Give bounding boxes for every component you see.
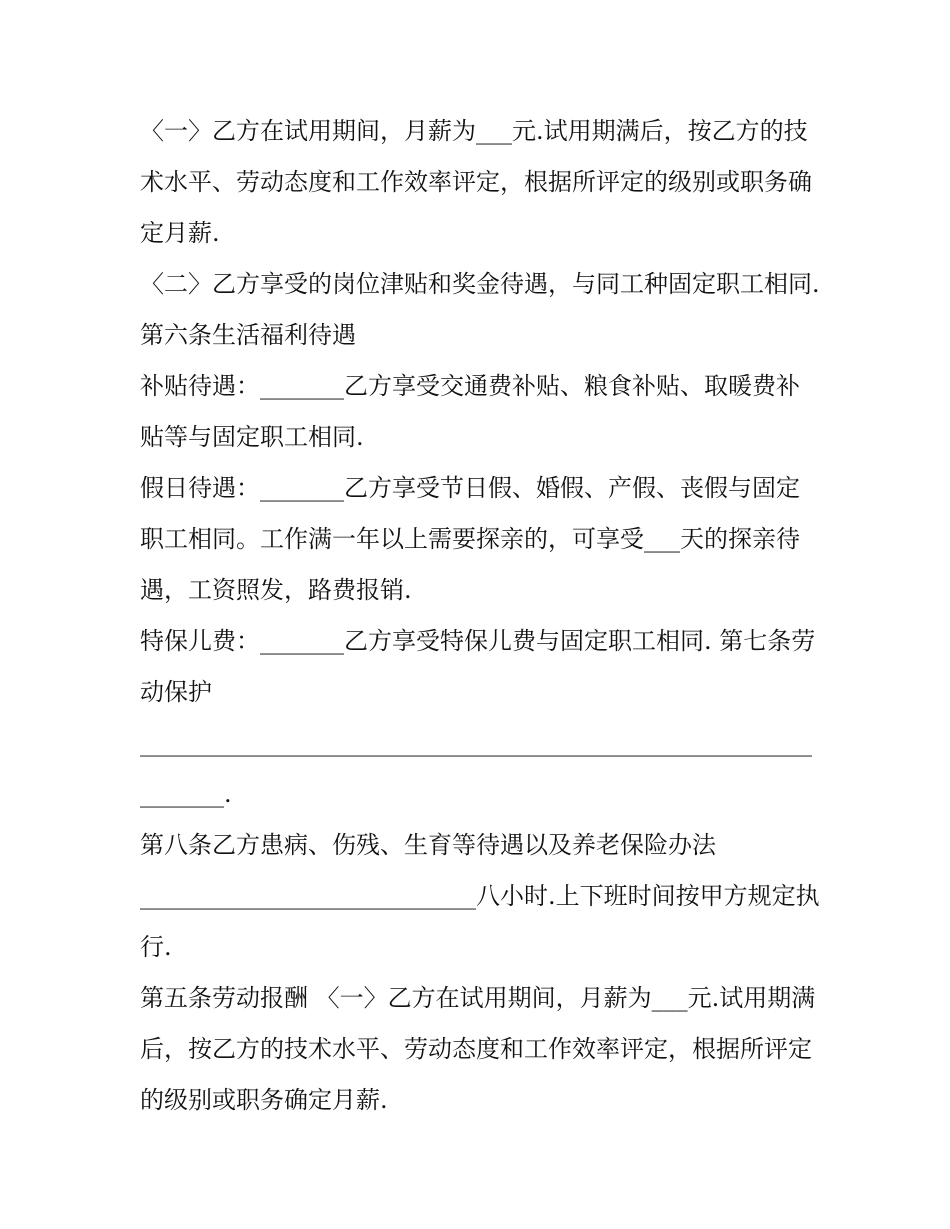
blank-line-short: _______. bbox=[140, 780, 232, 808]
paragraph-sickness: 第八条乙方患病、伤残、生育等待遇以及养老保险办法 bbox=[140, 831, 716, 859]
document-body bbox=[140, 106, 820, 1126]
paragraph-subsidy: 补贴待遇：_______乙方享受交通费补贴、粮食补贴、取暖费补贴等与固定职工相同. bbox=[140, 372, 800, 451]
paragraph-trial-salary: 〈一〉乙方在试用期间，月薪为___元.试用期满后，按乙方的技术水平、劳动态度和工作效率评定，根据所评定的级别或职务确定月薪. bbox=[140, 117, 812, 247]
paragraph-post-allowance: 〈二〉乙方享受的岗位津贴和奖金待遇，与同工种固定职工相同. 第六条生活福利待遇 bbox=[140, 270, 820, 349]
paragraph-child-care: 特保儿费：_______乙方享受特保儿费与固定职工相同. 第七条劳动保护 bbox=[140, 627, 816, 706]
paragraph-holiday: 假日待遇：_______乙方享受节日假、婚假、产假、丧假与固定职工相同。工作满一年以上需要探亲的，可享受___天的探亲待遇，工资照发，路费报销. bbox=[140, 474, 800, 604]
blank-line-long: ________________________________________________________ bbox=[140, 729, 812, 757]
paragraph-working-hours: ____________________________八小时.上下班时间按甲方规定执行. bbox=[140, 882, 820, 961]
paragraph-remuneration: 第五条劳动报酬 〈一〉乙方在试用期间，月薪为___元.试用期满后，按乙方的技术水平、劳动态度和工作效率评定，根据所评定的级别或职务确定月薪. bbox=[140, 984, 816, 1114]
